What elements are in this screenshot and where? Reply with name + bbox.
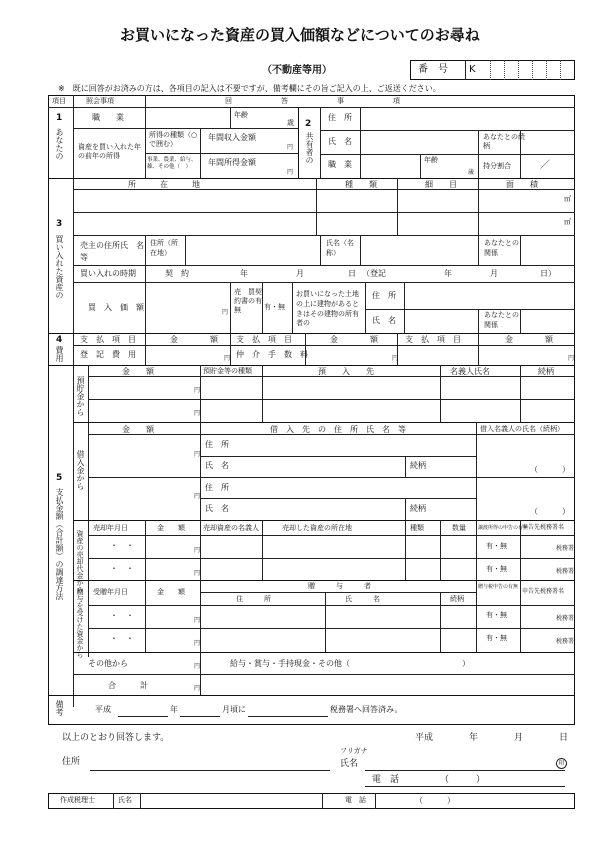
sec3-col-detail: 細 目 <box>425 180 457 189</box>
remarks-heisei: 平成 <box>95 705 111 714</box>
sec5-total-unit: 円 <box>194 685 201 692</box>
sec5-savings-label: 預貯金から <box>76 376 85 416</box>
sec5-sale-date-2[interactable]: ・ ・ <box>110 564 134 573</box>
sec5-gift-unit-1: 円 <box>194 617 201 624</box>
sec3-label: 買い入れた資産の <box>55 235 64 299</box>
sec2-share-value[interactable]: ／ <box>540 160 550 171</box>
sec3-contract-month: 月 <box>296 269 304 278</box>
sec3-seller-address-input[interactable] <box>187 237 315 263</box>
sec5-gift-tax-office: 申告先税務署名 <box>522 588 565 595</box>
sec5-gift-office-1: 税務署 <box>556 615 575 622</box>
sec5-savings-type: 預貯金等の種類 <box>203 367 252 375</box>
sec4-col4: 金 額 <box>330 335 378 344</box>
remarks-text: 税務署へ回答済み。 <box>330 705 403 714</box>
footer-name-label: 氏名 <box>340 759 359 769</box>
sec4-registration-fee: 登 記 費 用 <box>80 350 136 359</box>
header-query: 照会事項 <box>86 97 114 105</box>
sec4-col5: 支 払 項 目 <box>405 335 461 344</box>
sec5-lender: 借 入 先 の 住 所 氏 名 等 <box>270 425 406 434</box>
tax-accountant-phone-paren[interactable]: （ ） <box>415 796 455 805</box>
sec3-seller-label: 売主の住所氏 名 等 <box>80 241 152 262</box>
sec5-donor-name: 氏 名 <box>345 595 380 603</box>
remarks-month-day: 月頃に <box>222 705 246 714</box>
sec5-tax-office: 申告先税務署名 <box>522 524 565 531</box>
sec3-seller-name-label: 氏名（名称） <box>326 239 354 257</box>
sec2-age-label: 年齢 <box>424 156 438 164</box>
sec3-owner-address-label: 住 所 <box>372 291 396 300</box>
sec5-sale-office-2: 税務署 <box>556 568 575 575</box>
sec2-label: 共有者の <box>305 132 314 164</box>
sec2-name-label: 氏 名 <box>328 137 352 146</box>
sec3-location-input-1[interactable] <box>75 191 314 210</box>
sec5-sale-yesno-2[interactable]: 有・無 <box>486 565 507 573</box>
sec5-savings-amount: 金 額 <box>122 367 154 376</box>
form-subtitle: （不動産等用） <box>262 65 332 76</box>
sec5-holder: 名義人氏名 <box>450 367 490 376</box>
sec5-sale-location: 売却した資産の所在地 <box>282 524 352 532</box>
sec5-sale-amount: 金 額 <box>157 524 185 532</box>
sec3-owner-relation-label: あなたとの関係 <box>484 311 519 329</box>
sec5-other-label: その他から <box>88 659 128 668</box>
sec5-loan1-name: 氏 名 <box>205 461 229 470</box>
sec1-income-label: 資産を買い入れた年の前年の所得 <box>78 143 141 161</box>
sec1-age-input[interactable] <box>255 109 285 126</box>
area-unit-2: ㎡ <box>564 218 571 226</box>
tax-accountant-label: 作成税理士 <box>60 796 95 804</box>
sec5-gift-date-2[interactable]: ・ ・ <box>110 634 134 643</box>
sec3-seller-name-input[interactable] <box>362 237 476 263</box>
footer-statement: 以上のとおり回答します。 <box>62 733 170 743</box>
sec5-other-sources[interactable]: 給与・賞与・手持現金・その他（ ） <box>230 659 470 668</box>
sec5-loan-unit-1: 円 <box>194 451 201 458</box>
sec5-transfer-tax: 譲渡所得の申告の有無 <box>478 525 529 531</box>
number-input[interactable] <box>480 62 573 78</box>
seal-mark: 印 <box>556 758 567 769</box>
footer-phone-paren[interactable]: （ ） <box>440 775 486 785</box>
tax-accountant-name-label: 氏名 <box>118 796 132 804</box>
sec3-reg-year: 年 <box>444 269 452 278</box>
sec5-gift-label: 贈与を受けた資金から <box>76 588 84 658</box>
sec5-gift-yesno-1[interactable]: 有・無 <box>486 611 507 619</box>
sec3-location-input-2[interactable] <box>75 214 314 233</box>
sec3-building-owner-label: お買いになった土地の上に建物があるときはその建物の所有者の <box>296 290 359 328</box>
remarks-label: 備考 <box>55 700 64 716</box>
sec5-sale-date: 売却年月日 <box>93 524 128 532</box>
sec5-donor-address: 住 所 <box>236 595 271 603</box>
sec2-relation-label: あなたとの続柄 <box>483 133 525 151</box>
sec3-col-kind: 種 類 <box>345 180 377 189</box>
sec1-age-unit: 歳 <box>287 119 294 127</box>
sec5-gift-amount: 金 額 <box>157 588 185 596</box>
sec2-name-input[interactable] <box>362 132 476 152</box>
sec4-number: 4 <box>56 335 63 345</box>
footer-phone-label: 電 話 <box>372 775 400 785</box>
sec3-contract-doc-yes-no[interactable]: 有・無 <box>264 303 285 311</box>
sec5-sale-unit-1: 円 <box>194 547 201 554</box>
notice-text: ※ 既に回答がお済みの方は、各項目の記入は不要ですが、備考欄にその旨ご記入の上、ご返送ください。 <box>58 84 441 93</box>
header-answer: 回 答 事 項 <box>225 97 400 105</box>
sec4-unit-2: 円 <box>392 355 399 362</box>
sec2-address-label: 住 所 <box>328 113 352 122</box>
sec1-label: あなたの <box>55 128 64 160</box>
sec3-reg-month: 月 <box>490 269 498 278</box>
sec4-unit-1: 円 <box>224 355 231 362</box>
sec5-sale-date-1[interactable]: ・ ・ <box>110 541 134 550</box>
sec1-age-label: 年齢 <box>234 111 248 119</box>
sec3-number: 3 <box>56 219 63 229</box>
footer-name-input[interactable] <box>365 750 545 770</box>
sec5-other-unit: 円 <box>194 663 201 670</box>
header-item: 項目 <box>52 97 66 105</box>
sec2-share-label: 持分割合 <box>483 162 511 170</box>
remarks-year: 年 <box>170 705 178 714</box>
sec5-borrower: 借入名義人の氏名（続柄） <box>480 425 564 433</box>
sec5-loan2-name: 氏 名 <box>205 504 229 513</box>
sec5-deposit-to: 預 入 先 <box>318 367 374 376</box>
sec5-gift-unit-2: 円 <box>194 640 201 647</box>
sec5-loan2-address: 住 所 <box>205 483 229 492</box>
sec5-sale-kind: 種類 <box>410 524 424 532</box>
sec5-loan1-address: 住 所 <box>205 440 229 449</box>
sec5-label: 支払金額（合計額）の調達方法 <box>55 488 64 600</box>
sec2-number: 2 <box>305 119 312 129</box>
sec3-contract-year: 年 <box>240 269 248 278</box>
sec3-seller-relation-label: あなたとの関係 <box>484 239 519 257</box>
sec3-reg-day: 日） <box>540 269 556 278</box>
sec3-col-location: 所 在 地 <box>128 180 200 189</box>
sec5-donor-relation: 続柄 <box>450 595 464 603</box>
sec5-gift-tax: 贈与税申告の有無 <box>478 584 519 590</box>
number-label: 番 号 <box>418 64 448 75</box>
footer-address-label: 住所 <box>62 757 81 767</box>
sec5-savings-unit-1: 円 <box>194 387 201 394</box>
tax-accountant-phone-label: 電 話 <box>345 796 366 804</box>
sec5-sale-holder: 売却資産の名義人 <box>203 524 259 532</box>
sec5-loan2-relation: 続柄 <box>410 504 426 513</box>
sec3-price-label: 買 入 価 額 <box>88 303 144 312</box>
sec5-loan1-relation: 続柄 <box>410 461 426 470</box>
sec5-sale-office-1: 税務署 <box>556 545 575 552</box>
sec4-col3: 支 払 項 目 <box>236 335 292 344</box>
sec3-contract-day: 日 <box>348 269 356 278</box>
sec5-donor: 贈 与 者 <box>308 582 371 590</box>
sec3-contract-doc-label: 売 買契約書の有 無 <box>234 288 269 315</box>
sec5-relation: 続柄 <box>538 367 554 376</box>
sec1-number: 1 <box>56 113 63 123</box>
sec4-unit-3: 円 <box>568 355 575 362</box>
sec4-col1: 支 払 項 目 <box>80 335 136 344</box>
sec5-sale-qty: 数量 <box>452 524 466 532</box>
footer-furigana: フリガナ <box>340 747 368 755</box>
sec5-gift-yesno-2[interactable]: 有・無 <box>486 634 507 642</box>
sec1-income-type-options[interactable]: 事業、農業、給与、雑、その他（ ） <box>147 157 197 171</box>
sec5-savings-unit-2: 円 <box>194 410 201 417</box>
sec1-annual-income-unit: 円 <box>287 144 294 151</box>
sec2-occupation-label: 職 業 <box>328 160 352 169</box>
sec5-gift-office-2: 税務署 <box>556 638 575 645</box>
sec1-occupation-input[interactable] <box>147 109 227 126</box>
sec5-number: 5 <box>56 473 63 483</box>
page-title: お買いになった資産の買入価額などについてのお尋ね <box>120 26 480 44</box>
sec2-age-unit: 歳 <box>468 169 475 176</box>
sec5-total-label: 合 計 <box>108 681 148 690</box>
sec1-annual-profit-label: 年間所得金額 <box>208 158 256 167</box>
sec5-gift-date-1[interactable]: ・ ・ <box>110 611 134 620</box>
footer-address-input[interactable] <box>90 752 330 770</box>
sec3-owner-name-label: 氏 名 <box>372 316 396 325</box>
sec5-loan2-paren: （ ） <box>530 507 570 516</box>
tax-accountant-name-input[interactable] <box>142 794 320 808</box>
sec2-address-input[interactable] <box>362 109 572 128</box>
sec3-col-area: 面 積 <box>506 180 538 189</box>
sec5-gift-date: 受贈年月日 <box>93 588 128 596</box>
sec5-sale-unit-2: 円 <box>194 570 201 577</box>
sec5-loan-amount: 金 額 <box>122 425 154 434</box>
sec4-col2: 金 額 <box>170 335 218 344</box>
sec3-owner-address-input[interactable] <box>406 284 572 307</box>
sec1-income-type: 所得の種類（○で囲む） <box>149 131 198 149</box>
sec1-occupation-label: 職 業 <box>92 113 124 122</box>
sec3-purchase-time-label: 買い入れの時期 <box>80 269 136 278</box>
sec3-seller-address-label: 住所（所在地） <box>150 239 178 257</box>
sec3-registration: （登記 <box>362 269 386 278</box>
footer-date: 平成 年 月 日 <box>415 733 569 743</box>
sec1-annual-profit-unit: 円 <box>287 169 294 176</box>
sec3-price-input[interactable] <box>147 284 217 331</box>
area-unit-1: ㎡ <box>564 195 571 203</box>
sec4-label: 費用 <box>55 346 64 362</box>
sec5-loan-unit-2: 円 <box>194 493 201 500</box>
sec4-agent-fee: 仲 介 手 数 料 <box>236 350 308 359</box>
sec5-sale-yesno-1[interactable]: 有・無 <box>486 542 507 550</box>
sec3-contract-label: 契 約 <box>165 269 189 278</box>
sec3-price-unit: 円 <box>222 309 229 316</box>
sec4-col6: 金 額 <box>505 335 553 344</box>
number-prefix: K <box>469 64 476 75</box>
sec5-sale-label: 資産の売却代金から <box>76 530 84 593</box>
sec5-loan1-paren: （ ） <box>530 465 570 474</box>
sec1-annual-income-label: 年間収入金額 <box>208 133 256 142</box>
sec5-loan-label: 借入金から <box>76 450 85 490</box>
